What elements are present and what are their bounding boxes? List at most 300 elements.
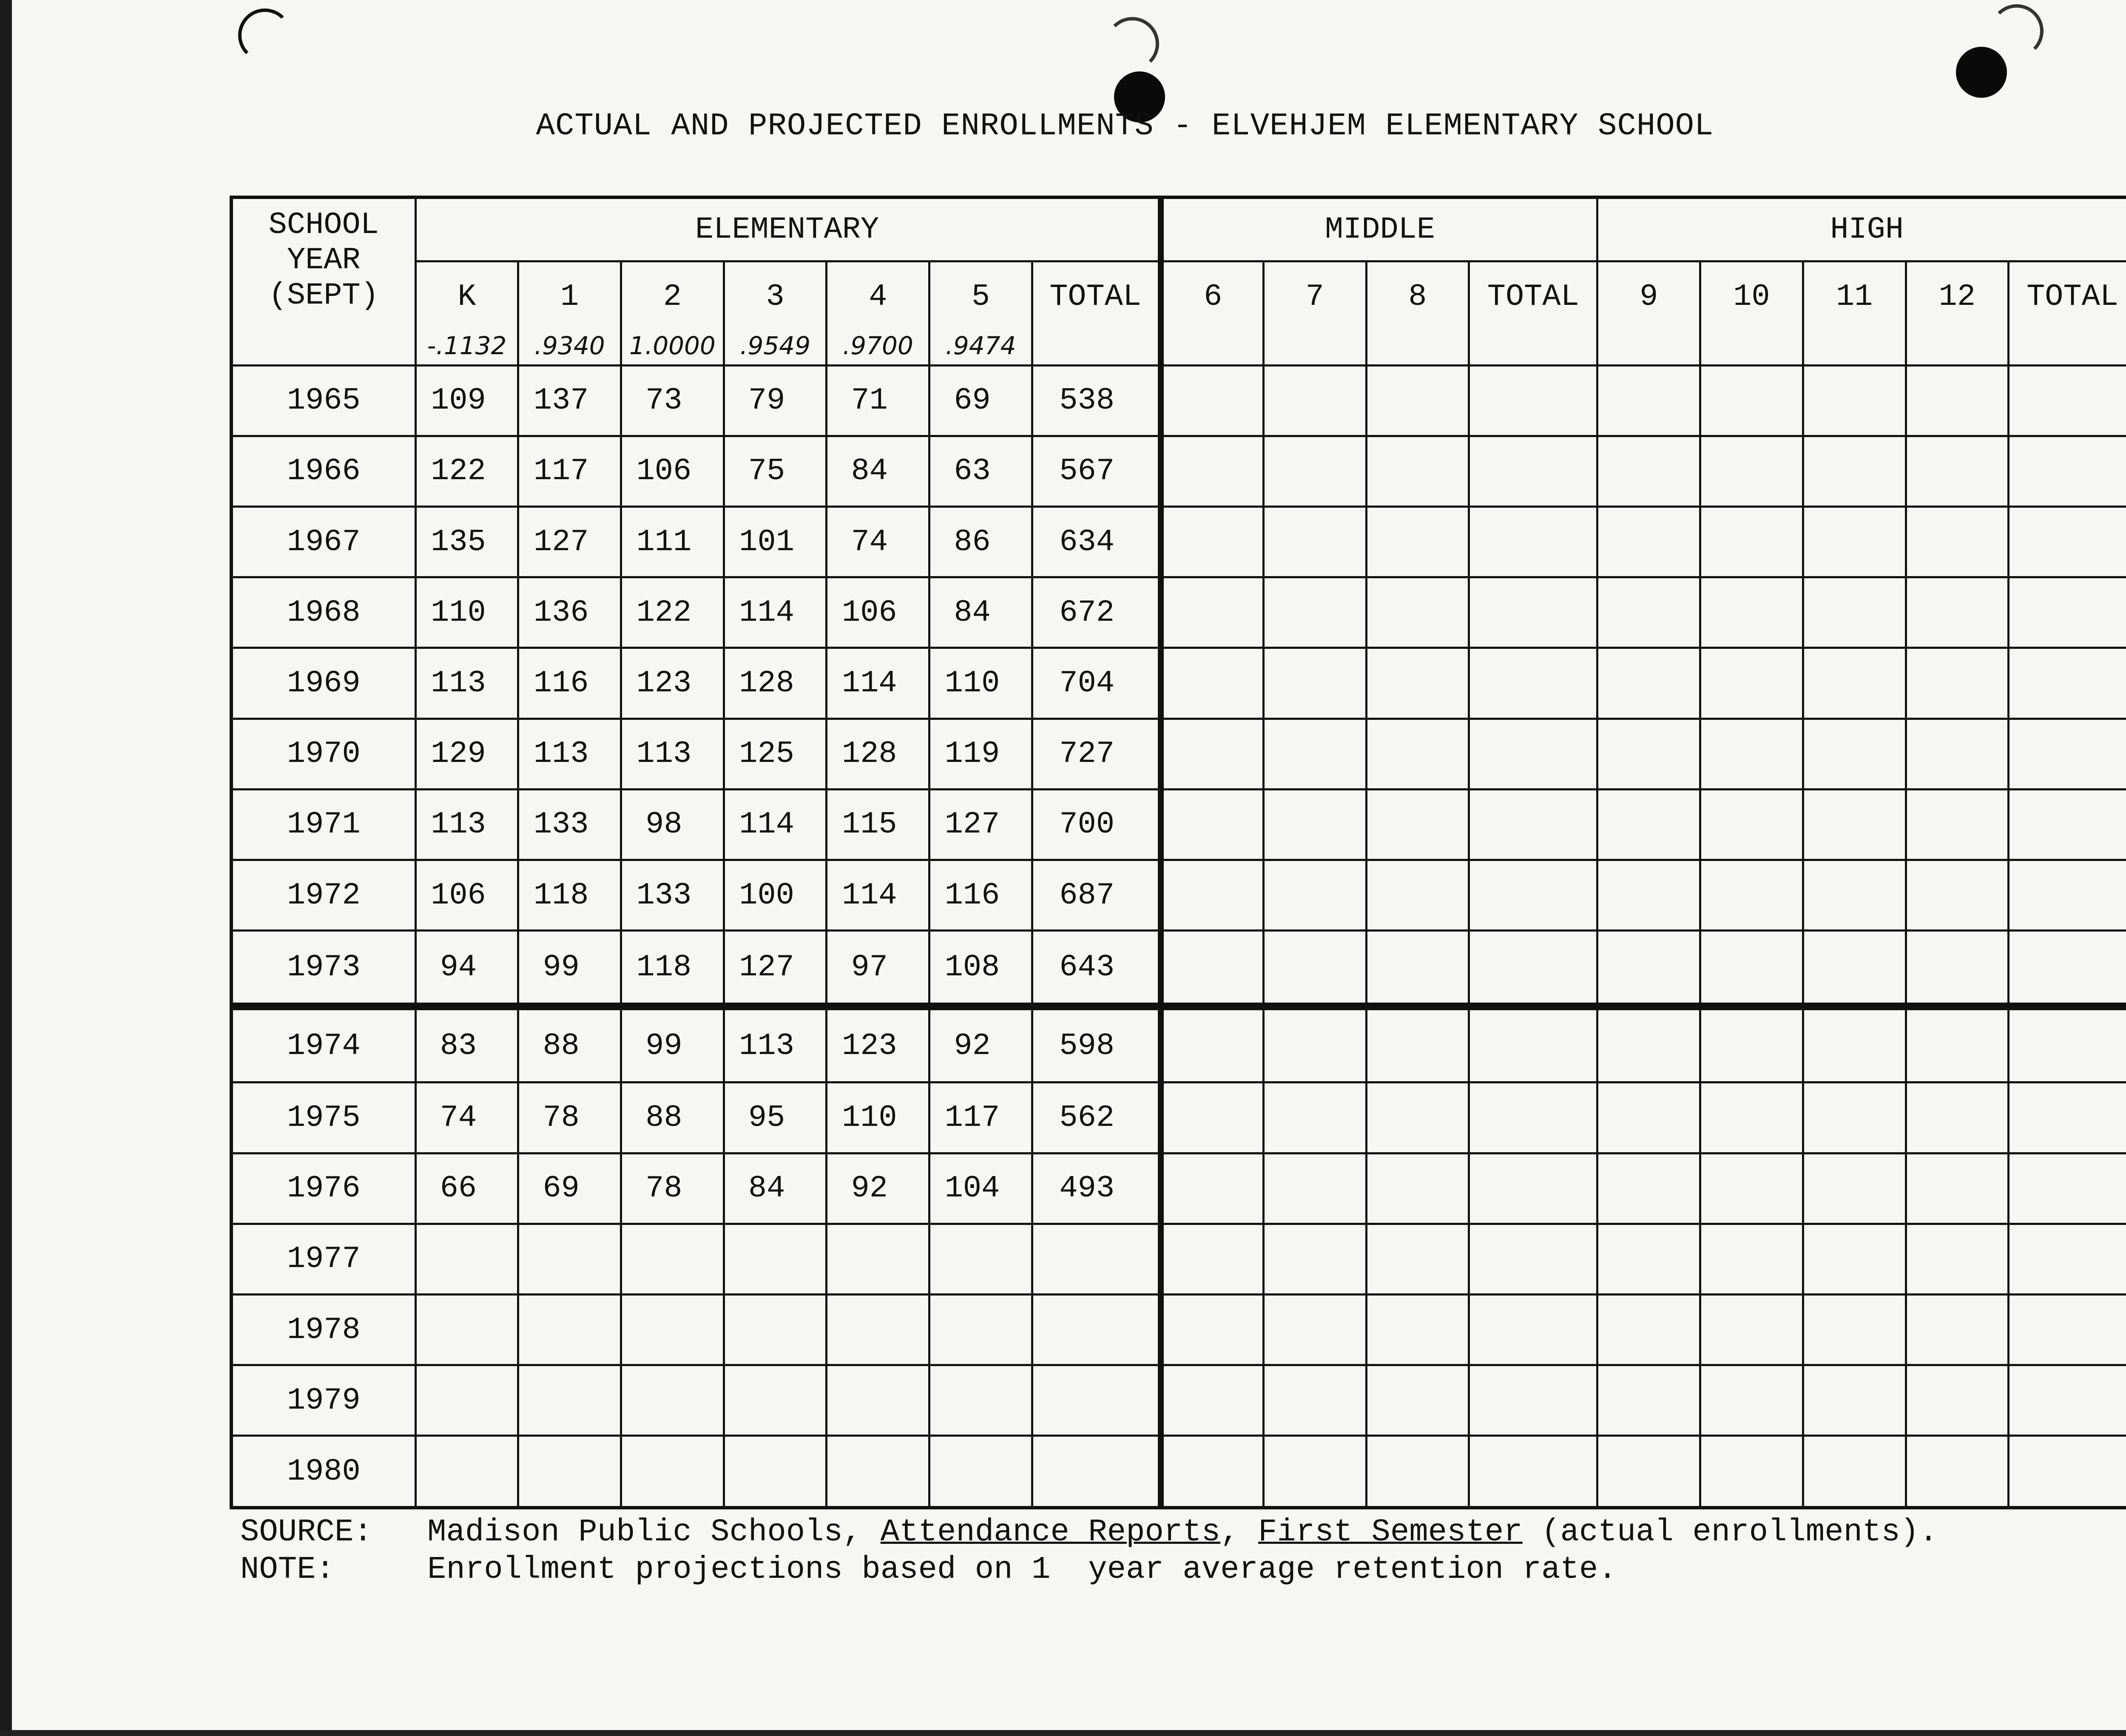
enrollment-cell: 63	[929, 436, 1032, 506]
middle-empty-cell	[1366, 1083, 1469, 1153]
high-empty-cell	[2009, 1294, 2126, 1365]
enrollment-cell: 110	[827, 1083, 929, 1153]
enrollment-cell: 128	[724, 648, 827, 719]
enrollment-cell: 136	[518, 577, 621, 648]
high-empty-cell	[1803, 648, 1906, 719]
document-title: ACTUAL AND PROJECTED ENROLLMENTS - ELVEHJEM ELEMENTARY SCHOOL	[536, 108, 1714, 144]
enrollment-cell	[415, 1365, 518, 1436]
middle-col-header	[1263, 261, 1366, 365]
enrollment-cell: 74	[827, 506, 929, 577]
high-empty-cell	[1803, 1083, 1906, 1153]
school-year-cell: 1979	[231, 1365, 415, 1436]
high-empty-cell	[1803, 789, 1906, 860]
enrollment-cell: 84	[929, 577, 1032, 648]
middle-empty-cell	[1263, 577, 1366, 648]
enrollment-cell: 117	[518, 436, 621, 506]
middle-empty-cell	[1161, 365, 1264, 436]
high-empty-cell	[1700, 860, 1803, 930]
middle-empty-cell	[1469, 789, 1597, 860]
high-empty-cell	[1700, 1436, 1803, 1508]
elementary-total-cell: 700	[1032, 789, 1160, 860]
high-empty-cell	[1597, 436, 1700, 506]
enrollment-cell: 127	[724, 931, 827, 1007]
enrollment-cell: 99	[518, 931, 621, 1007]
middle-empty-cell	[1161, 860, 1264, 930]
enrollment-cell: 69	[929, 365, 1032, 436]
middle-empty-cell	[1469, 506, 1597, 577]
high-empty-cell	[1906, 1365, 2009, 1436]
enrollment-cell	[929, 1224, 1032, 1294]
school-year-cell: 1978	[231, 1294, 415, 1365]
school-year-cell: 1974	[231, 1006, 415, 1083]
high-empty-cell	[1597, 1006, 1700, 1083]
enrollment-cell	[929, 1365, 1032, 1436]
high-empty-cell	[1597, 719, 1700, 789]
middle-empty-cell	[1263, 1294, 1366, 1365]
middle-empty-cell	[1263, 506, 1366, 577]
scan-bottom-edge	[0, 1730, 2126, 1736]
scan-left-edge	[0, 0, 12, 1736]
col-label: 9	[1640, 279, 1658, 314]
enrollment-cell: 92	[827, 1153, 929, 1224]
high-empty-cell	[1803, 506, 1906, 577]
table-row	[231, 1365, 2126, 1436]
elementary-col-header	[827, 261, 929, 365]
high-empty-cell	[1597, 506, 1700, 577]
high-header: HIGH	[1597, 197, 2126, 261]
enrollment-cell: 118	[518, 860, 621, 930]
source-comma: ,	[1220, 1514, 1239, 1550]
high-empty-cell	[1597, 577, 1700, 648]
enrollment-cell: 92	[929, 1006, 1032, 1083]
col-label: 5	[971, 279, 990, 314]
source-attendance-reports: Attendance Reports	[880, 1514, 1221, 1550]
enrollment-cell: 133	[518, 789, 621, 860]
high-col-header	[2009, 261, 2126, 365]
middle-empty-cell	[1161, 577, 1264, 648]
enrollment-cell: 108	[929, 931, 1032, 1007]
high-empty-cell	[1700, 436, 1803, 506]
col-label: 11	[1836, 279, 1873, 314]
high-empty-cell	[1597, 1224, 1700, 1294]
middle-empty-cell	[1366, 1294, 1469, 1365]
enrollment-cell	[415, 1436, 518, 1508]
middle-empty-cell	[1366, 1153, 1469, 1224]
middle-empty-cell	[1366, 719, 1469, 789]
enrollment-cell: 83	[415, 1006, 518, 1083]
enrollment-cell	[827, 1294, 929, 1365]
high-empty-cell	[1700, 1294, 1803, 1365]
elementary-total-cell: 493	[1032, 1153, 1160, 1224]
enrollment-cell	[724, 1224, 827, 1294]
enrollment-cell: 84	[827, 436, 929, 506]
elementary-col-header	[1032, 261, 1160, 365]
table-row	[231, 860, 2126, 930]
middle-empty-cell	[1161, 1365, 1264, 1436]
school-year-header	[231, 197, 415, 365]
school-year-cell: 1980	[231, 1436, 415, 1508]
middle-empty-cell	[1469, 719, 1597, 789]
col-label: 6	[1204, 279, 1222, 314]
source-text: Madison Public Schools,	[427, 1514, 862, 1550]
middle-empty-cell	[1469, 860, 1597, 930]
enrollment-cell	[724, 1365, 827, 1436]
high-empty-cell	[1597, 931, 1700, 1007]
middle-empty-cell	[1469, 1006, 1597, 1083]
enrollment-cell: 111	[621, 506, 724, 577]
enrollment-cell: 101	[724, 506, 827, 577]
elementary-total-cell: 567	[1032, 436, 1160, 506]
col-label: TOTAL	[1049, 279, 1142, 314]
high-empty-cell	[1803, 860, 1906, 930]
elementary-col-header	[518, 261, 621, 365]
enrollment-cell: 95	[724, 1083, 827, 1153]
enrollment-cell: 110	[415, 577, 518, 648]
enrollment-cell: 86	[929, 506, 1032, 577]
high-empty-cell	[1597, 1153, 1700, 1224]
col-label: TOTAL	[2027, 279, 2119, 314]
enrollment-cell: 88	[621, 1083, 724, 1153]
elementary-total-cell: 598	[1032, 1006, 1160, 1083]
high-empty-cell	[1906, 931, 2009, 1007]
enrollment-cell: 98	[621, 789, 724, 860]
table-row	[231, 1294, 2126, 1365]
year-header-line-1: SCHOOL	[268, 207, 379, 242]
enrollment-cell: 122	[415, 436, 518, 506]
high-empty-cell	[1803, 1006, 1906, 1083]
middle-header: MIDDLE	[1161, 197, 1597, 261]
high-empty-cell	[1597, 1436, 1700, 1508]
enrollment-cell: 113	[415, 789, 518, 860]
source-first-semester: First Semester	[1258, 1514, 1523, 1550]
enrollment-cell	[518, 1224, 621, 1294]
high-col-header	[1700, 261, 1803, 365]
middle-empty-cell	[1366, 506, 1469, 577]
binder-ring-center	[1106, 17, 1159, 71]
note-text: Enrollment projections based on 1 year average retention rate.	[427, 1552, 1617, 1588]
middle-empty-cell	[1161, 1436, 1264, 1508]
enrollment-cell: 109	[415, 365, 518, 436]
school-year-cell: 1966	[231, 436, 415, 506]
high-empty-cell	[1597, 365, 1700, 436]
middle-empty-cell	[1263, 860, 1366, 930]
note-line	[240, 1551, 1938, 1588]
col-label: 12	[1938, 279, 1976, 314]
elementary-total-cell: 727	[1032, 719, 1160, 789]
high-empty-cell	[1906, 365, 2009, 436]
enrollment-cell: 113	[621, 719, 724, 789]
high-empty-cell	[1906, 506, 2009, 577]
high-empty-cell	[2009, 436, 2126, 506]
high-empty-cell	[1700, 789, 1803, 860]
high-empty-cell	[1906, 648, 2009, 719]
table-row	[231, 1083, 2126, 1153]
elementary-total-cell: 634	[1032, 506, 1160, 577]
school-year-cell: 1975	[231, 1083, 415, 1153]
high-empty-cell	[2009, 1083, 2126, 1153]
enrollment-cell: 71	[827, 365, 929, 436]
binder-ring-left	[238, 9, 292, 62]
middle-empty-cell	[1366, 577, 1469, 648]
high-empty-cell	[1906, 1224, 2009, 1294]
high-empty-cell	[1803, 1294, 1906, 1365]
school-year-cell: 1972	[231, 860, 415, 930]
high-empty-cell	[1700, 1083, 1803, 1153]
middle-empty-cell	[1161, 1083, 1264, 1153]
retention-rate: .9474	[945, 331, 1016, 360]
middle-empty-cell	[1263, 436, 1366, 506]
enrollment-cell: 88	[518, 1006, 621, 1083]
enrollment-cell	[621, 1294, 724, 1365]
source-line	[240, 1514, 1938, 1551]
elementary-total-cell	[1032, 1224, 1160, 1294]
school-year-cell: 1971	[231, 789, 415, 860]
high-empty-cell	[1597, 789, 1700, 860]
high-empty-cell	[2009, 1365, 2126, 1436]
middle-empty-cell	[1366, 1224, 1469, 1294]
enrollment-cell	[415, 1224, 518, 1294]
enrollment-cell	[724, 1294, 827, 1365]
elementary-total-cell	[1032, 1436, 1160, 1508]
high-empty-cell	[2009, 506, 2126, 577]
high-empty-cell	[1803, 365, 1906, 436]
elementary-total-cell: 672	[1032, 577, 1160, 648]
high-empty-cell	[2009, 789, 2126, 860]
high-empty-cell	[1700, 1006, 1803, 1083]
school-year-cell: 1973	[231, 931, 415, 1007]
high-empty-cell	[1597, 1083, 1700, 1153]
school-year-cell: 1969	[231, 648, 415, 719]
enrollment-cell: 117	[929, 1083, 1032, 1153]
enrollment-cell: 123	[827, 1006, 929, 1083]
enrollment-cell	[621, 1436, 724, 1508]
enrollment-cell: 94	[415, 931, 518, 1007]
high-empty-cell	[1803, 1224, 1906, 1294]
enrollment-cell: 69	[518, 1153, 621, 1224]
elementary-total-cell: 687	[1032, 860, 1160, 930]
high-empty-cell	[2009, 1436, 2126, 1508]
table-row	[231, 789, 2126, 860]
high-empty-cell	[2009, 1006, 2126, 1083]
middle-empty-cell	[1366, 436, 1469, 506]
table-row	[231, 577, 2126, 648]
high-empty-cell	[1906, 577, 2009, 648]
middle-empty-cell	[1469, 577, 1597, 648]
enrollment-cell: 74	[415, 1083, 518, 1153]
enrollment-cell: 110	[929, 648, 1032, 719]
high-empty-cell	[1700, 577, 1803, 648]
enrollment-cell: 116	[518, 648, 621, 719]
enrollment-cell: 118	[621, 931, 724, 1007]
middle-col-header	[1161, 261, 1264, 365]
enrollment-cell: 104	[929, 1153, 1032, 1224]
middle-empty-cell	[1263, 719, 1366, 789]
middle-empty-cell	[1469, 365, 1597, 436]
middle-empty-cell	[1263, 789, 1366, 860]
enrollment-cell: 114	[827, 648, 929, 719]
enrollment-cell: 78	[621, 1153, 724, 1224]
table-row	[231, 1153, 2126, 1224]
enrollment-cell: 114	[724, 577, 827, 648]
middle-empty-cell	[1469, 1294, 1597, 1365]
enrollment-cell: 106	[621, 436, 724, 506]
enrollment-cell: 115	[827, 789, 929, 860]
middle-col-header	[1469, 261, 1597, 365]
elementary-total-cell: 704	[1032, 648, 1160, 719]
high-empty-cell	[1597, 1294, 1700, 1365]
high-empty-cell	[1700, 719, 1803, 789]
elementary-total-cell: 538	[1032, 365, 1160, 436]
high-empty-cell	[1803, 1436, 1906, 1508]
col-label: 4	[869, 279, 887, 314]
table-row	[231, 1006, 2126, 1083]
middle-empty-cell	[1263, 1365, 1366, 1436]
enrollment-cell: 135	[415, 506, 518, 577]
middle-empty-cell	[1161, 1153, 1264, 1224]
middle-empty-cell	[1161, 719, 1264, 789]
middle-empty-cell	[1469, 1224, 1597, 1294]
enrollment-cell	[827, 1365, 929, 1436]
col-label: 7	[1305, 279, 1324, 314]
high-col-header	[1803, 261, 1906, 365]
high-empty-cell	[2009, 1224, 2126, 1294]
middle-empty-cell	[1366, 648, 1469, 719]
middle-empty-cell	[1161, 1006, 1264, 1083]
high-empty-cell	[1906, 436, 2009, 506]
elementary-total-cell	[1032, 1365, 1160, 1436]
school-year-cell: 1970	[231, 719, 415, 789]
high-empty-cell	[2009, 577, 2126, 648]
elementary-total-cell: 643	[1032, 931, 1160, 1007]
enrollment-cell: 114	[724, 789, 827, 860]
enrollment-cell: 125	[724, 719, 827, 789]
enrollment-table	[230, 196, 2126, 1509]
high-empty-cell	[1803, 1365, 1906, 1436]
punch-hole-right	[1956, 47, 2007, 98]
enrollment-cell: 128	[827, 719, 929, 789]
enrollment-cell: 79	[724, 365, 827, 436]
high-empty-cell	[1906, 719, 2009, 789]
middle-empty-cell	[1161, 1224, 1264, 1294]
enrollment-cell	[724, 1436, 827, 1508]
enrollment-cell	[518, 1294, 621, 1365]
high-empty-cell	[1597, 1365, 1700, 1436]
source-suffix: (actual enrollments).	[1541, 1514, 1938, 1550]
enrollment-cell: 100	[724, 860, 827, 930]
elementary-total-cell	[1032, 1294, 1160, 1365]
school-year-cell: 1968	[231, 577, 415, 648]
enrollment-cell: 73	[621, 365, 724, 436]
col-label: 3	[766, 279, 784, 314]
high-empty-cell	[1803, 577, 1906, 648]
retention-rate: 1.0000	[629, 331, 716, 360]
elementary-col-header	[415, 261, 518, 365]
enrollment-cell: 113	[518, 719, 621, 789]
middle-empty-cell	[1366, 1365, 1469, 1436]
high-empty-cell	[2009, 719, 2126, 789]
high-empty-cell	[1700, 648, 1803, 719]
high-empty-cell	[1597, 648, 1700, 719]
enrollment-cell: 133	[621, 860, 724, 930]
high-empty-cell	[1700, 365, 1803, 436]
middle-empty-cell	[1366, 789, 1469, 860]
enrollment-cell: 97	[827, 931, 929, 1007]
middle-empty-cell	[1161, 436, 1264, 506]
table-row	[231, 1224, 2126, 1294]
elementary-col-header	[724, 261, 827, 365]
high-empty-cell	[1803, 931, 1906, 1007]
high-empty-cell	[1906, 1006, 2009, 1083]
high-empty-cell	[1700, 931, 1803, 1007]
table-row	[231, 648, 2126, 719]
enrollment-cell	[518, 1365, 621, 1436]
table-row	[231, 931, 2126, 1007]
enrollment-cell: 106	[415, 860, 518, 930]
middle-empty-cell	[1161, 648, 1264, 719]
table-row	[231, 1436, 2126, 1508]
middle-empty-cell	[1263, 648, 1366, 719]
enrollment-cell: 127	[518, 506, 621, 577]
high-empty-cell	[2009, 860, 2126, 930]
high-empty-cell	[1906, 860, 2009, 930]
high-empty-cell	[1906, 1436, 2009, 1508]
middle-empty-cell	[1263, 1153, 1366, 1224]
enrollment-cell	[929, 1436, 1032, 1508]
school-year-cell: 1976	[231, 1153, 415, 1224]
enrollment-cell: 129	[415, 719, 518, 789]
retention-rate: .9549	[740, 331, 811, 360]
table-row	[231, 719, 2126, 789]
elementary-col-header	[621, 261, 724, 365]
high-empty-cell	[1700, 1365, 1803, 1436]
enrollment-cell	[415, 1294, 518, 1365]
middle-empty-cell	[1263, 931, 1366, 1007]
middle-col-header	[1366, 261, 1469, 365]
middle-empty-cell	[1161, 506, 1264, 577]
enrollment-cell	[827, 1436, 929, 1508]
enrollment-cell	[621, 1365, 724, 1436]
school-year-cell: 1965	[231, 365, 415, 436]
note-label: NOTE:	[240, 1552, 335, 1588]
enrollment-cell	[621, 1224, 724, 1294]
year-header-line-3: (SEPT)	[268, 278, 379, 313]
school-year-cell: 1967	[231, 506, 415, 577]
middle-empty-cell	[1263, 1436, 1366, 1508]
table-row	[231, 365, 2126, 436]
enrollment-cell: 99	[621, 1006, 724, 1083]
enrollment-cell: 113	[724, 1006, 827, 1083]
middle-empty-cell	[1263, 1083, 1366, 1153]
high-empty-cell	[1906, 1294, 2009, 1365]
col-label: 1	[560, 279, 579, 314]
high-col-header	[1906, 261, 2009, 365]
enrollment-cell: 122	[621, 577, 724, 648]
middle-empty-cell	[1469, 1153, 1597, 1224]
elementary-header: ELEMENTARY	[415, 197, 1160, 261]
high-empty-cell	[1700, 506, 1803, 577]
middle-empty-cell	[1161, 1294, 1264, 1365]
enrollment-cell: 127	[929, 789, 1032, 860]
middle-empty-cell	[1469, 1083, 1597, 1153]
middle-empty-cell	[1469, 1436, 1597, 1508]
col-label: K	[458, 279, 476, 314]
high-empty-cell	[1906, 1083, 2009, 1153]
high-empty-cell	[1700, 1153, 1803, 1224]
high-empty-cell	[2009, 648, 2126, 719]
high-empty-cell	[1803, 1153, 1906, 1224]
high-empty-cell	[1906, 789, 2009, 860]
high-empty-cell	[1597, 860, 1700, 930]
